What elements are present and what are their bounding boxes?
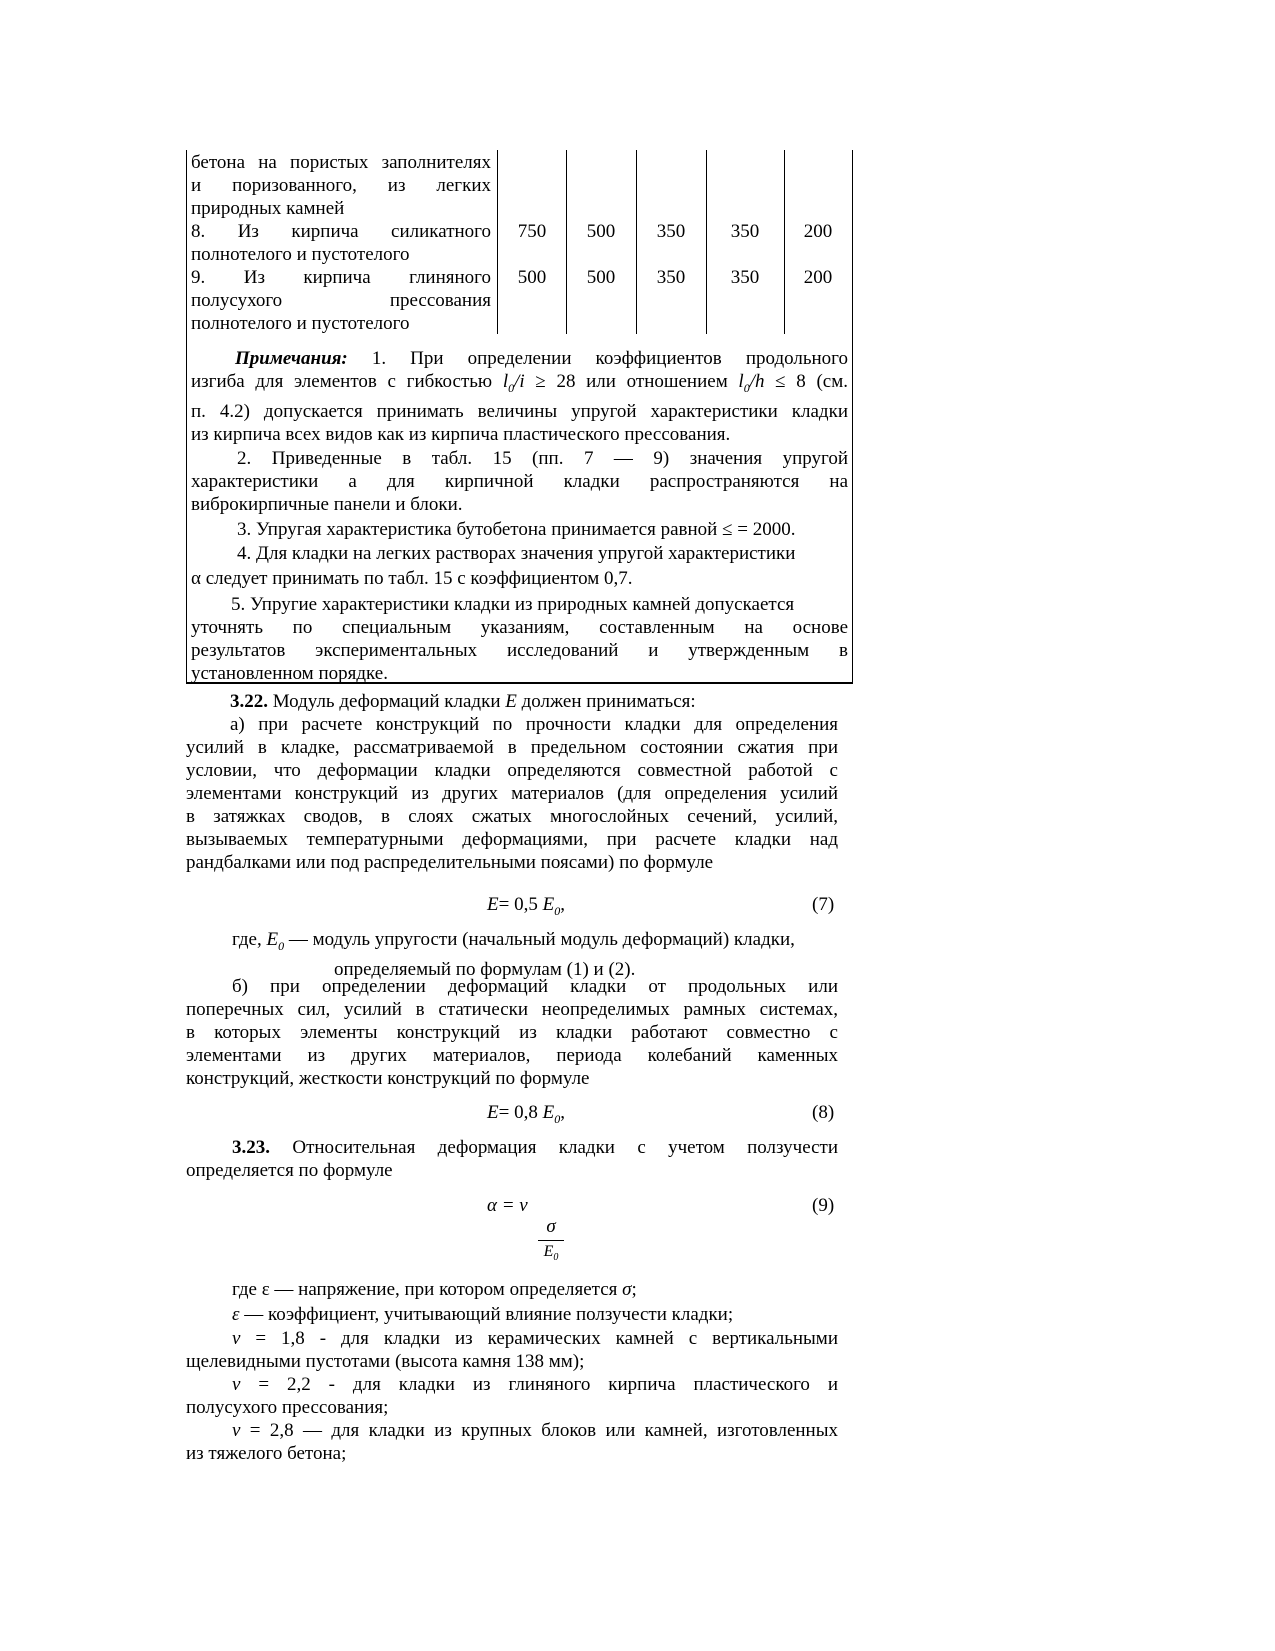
note-5-line: уточнять по специальным указаниям, составленным на основе [191,616,848,638]
equation-number-7: (7) [812,894,835,915]
table-cell-value: 500 [517,267,547,288]
note-5-line: результатов экспериментальных исследований и утвержденным в [191,639,848,661]
note-2-line: характеристики а для кирпичной кладки распространяются на [191,470,848,492]
table-row-9-label: 9. Из кирпича глиняного полусухого прессования полнотелого и пустотелого [191,267,491,334]
table-cell-value: 500 [586,267,616,288]
section-3-23: 3.23. Относительная деформация кладки с учетом ползучести определяется по формуле [186,1137,839,1181]
fraction-denominator: $E_0$ [543,1243,559,1264]
definition-line: полусухого прессования; [186,1397,389,1418]
note-1-line: изгиба для элементов с гибкостью $l_0/i \ge 28$ или отношением $l_0/h \le 8$ (см. [191,371,848,395]
note-4-line: 4. Для кладки на легких растворах значения упругой характеристики [237,542,796,564]
table-right-border [852,150,853,684]
section-3-23-heading: 3.23. Относительная деформация кладки с учетом ползучести [232,1137,839,1158]
section-3-22 [186,690,838,874]
table-col-divider [784,150,785,334]
formula-8: E= 0,8 $E_0$, [487,1102,565,1126]
table-cell-value: 500 [586,221,616,242]
definition-line: из тяжелого бетона; [186,1443,347,1464]
paragraph-b-line: конструкций, жесткости конструкций по формуле [186,1068,590,1089]
note-4-line: α следует принимать по табл. 15 с коэффициентом 0,7. [191,567,633,589]
paragraph-a-line: элементами конструкций из других материалов (для определения усилий [186,783,838,804]
note-5-line: 5. Упругие характеристики кладки из природных камней допускается [231,593,795,615]
definition-line: ν = 1,8 - для кладки из керамических камней с вертикальными [232,1328,838,1349]
note-1-line: из кирпича всех видов как из кирпича пластического прессования. [191,423,731,445]
definition-line: где ε — напряжение, при котором определяется σ; [232,1279,637,1300]
table-cell-value: 350 [730,221,760,242]
table-notes [191,347,848,685]
table-cell-value: 350 [730,267,760,288]
paragraph-b-line: элементами из других материалов, периода колебаний каменных [186,1045,838,1066]
section-number: 3.22. [230,691,268,712]
table-cell-value: 750 [517,221,547,242]
paragraph-a-line: вызываемых температурными деформациями, при расчете кладки над [186,829,838,850]
note-1-line: Примечания: 1. При определении коэффициентов продольного [235,348,848,369]
section-number: 3.23. [232,1137,270,1158]
fraction-numerator: σ [546,1216,556,1237]
table-col-divider [497,150,498,334]
fraction-bar [538,1240,564,1241]
where-e0: где, $E_0$ — модуль упругости (начальный модуль деформаций) кладки, определяемый по формулам (1) и (2). [232,929,795,980]
note-2-line: 2. Приведенные в табл. 15 (пп. 7 — 9) значения упругой [237,447,848,469]
paragraph-a-line: в затяжках сводов, в слоях сжатых многослойных сечений, усилий, [186,806,838,827]
paragraph-b-line: б) при определении деформаций кладки от продольных или [232,976,838,997]
paragraph-a-line: условии, что деформации кладки определяются совместной работой с [186,760,838,781]
equation-number-8: (8) [812,1102,835,1123]
paragraph-a-line: а) при расчете конструкций по прочности кладки для определения [230,714,838,735]
table-cell-value: 350 [656,267,686,288]
formula-7: E= 0,5 $E_0$, [487,894,565,918]
note-3-line: 3. Упругая характеристика бутобетона принимается равной ≤ = 2000. [237,518,796,540]
formula-9-fraction [538,1216,564,1268]
table-left-border [186,150,187,684]
paragraph-b-line: поперечных сил, усилий в статически неопределимых рамных системах, [186,999,838,1020]
note-1-line: п. 4.2) допускается принимать величины упругой характеристики кладки [191,400,848,422]
formula-9: α = ν [487,1195,528,1216]
paragraph-b [186,975,838,1090]
notes-title: Примечания: [235,348,348,369]
paragraph-a-line: усилий в кладке, рассматриваемой в предельном состоянии сжатия при [186,737,838,758]
table-col-divider [566,150,567,334]
paragraph-a-line: рандбалками или под распределительными поясами) по формуле [186,852,714,873]
note-5-line: установленном порядке. [191,662,388,684]
equation-number-9: (9) [812,1195,835,1216]
table-cell-value: 350 [656,221,686,242]
definition-line: щелевидными пустотами (высота камня 138 мм); [186,1351,585,1372]
paragraph-b-line: в которых элементы конструкций из кладки работают совместно с [186,1022,838,1043]
section-3-22-heading: 3.22. Модуль деформаций кладки E должен приниматься: [230,691,696,712]
table-row-continuation: бетона на пористых заполнителях и поризованного, из легких природных камней [191,152,491,219]
definitions [186,1278,838,1465]
definition-line: ν = 2,2 - для кладки из глиняного кирпича пластического и [232,1374,838,1395]
note-2-line: виброкирпичные панели и блоки. [191,493,463,515]
table-cell-value: 200 [803,267,833,288]
definition-line: ν = 2,8 — для кладки из крупных блоков или камней, изготовленных [232,1420,838,1441]
table-cell-value: 200 [803,221,833,242]
table-col-divider [706,150,707,334]
definition-line: ε — коэффициент, учитывающий влияние ползучести кладки; [232,1304,734,1325]
table-row-8-label: 8. Из кирпича силикатного полнотелого и пустотелого [191,221,491,265]
table-col-divider [636,150,637,334]
